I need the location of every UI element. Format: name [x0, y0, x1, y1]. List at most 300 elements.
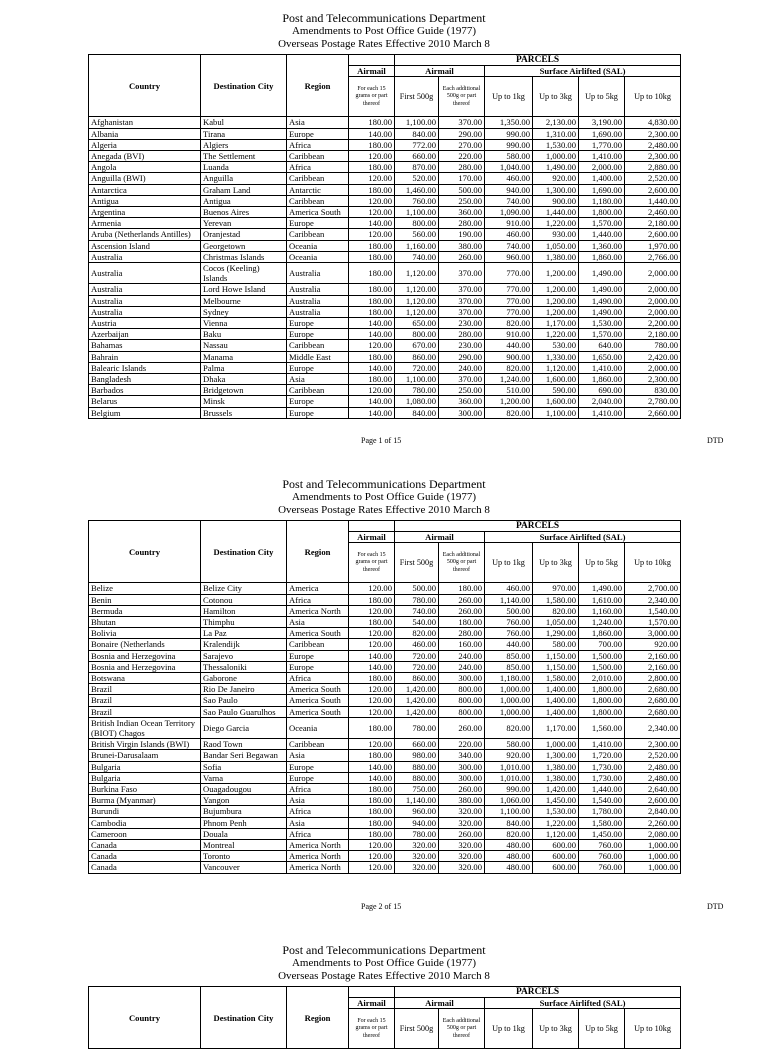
col-up-to-3kg-header: Up to 3kg [533, 1009, 579, 1049]
destination-city-cell: The Settlement [201, 151, 287, 162]
up-to-3kg-cell: 600.00 [533, 862, 579, 873]
each-additional-cell: 320.00 [439, 840, 485, 851]
table-row [89, 661, 681, 672]
airmail-15g-cell: 180.00 [349, 750, 395, 761]
each-additional-cell: 300.00 [439, 407, 485, 418]
table-body [89, 117, 681, 418]
up-to-10kg-cell: 780.00 [625, 340, 681, 351]
table-row [89, 628, 681, 639]
destination-city-cell: Buenos Aires [201, 207, 287, 218]
destination-city-cell: Vienna [201, 318, 287, 329]
footer-code: DTD [707, 902, 724, 911]
each-additional-cell: 370.00 [439, 117, 485, 128]
destination-city-cell: Baku [201, 329, 287, 340]
first-500g-cell: 960.00 [395, 806, 439, 817]
destination-city-cell: Cocos (Keeling) Islands [201, 263, 287, 284]
up-to-10kg-cell: 2,600.00 [625, 184, 681, 195]
each-additional-cell: 370.00 [439, 284, 485, 295]
up-to-5kg-cell: 1,490.00 [579, 284, 625, 295]
each-additional-cell: 370.00 [439, 306, 485, 317]
up-to-1kg-cell: 510.00 [485, 385, 533, 396]
page-header [0, 12, 768, 51]
each-additional-cell: 320.00 [439, 806, 485, 817]
each-additional-cell: 160.00 [439, 639, 485, 650]
airmail-15g-cell: 120.00 [349, 706, 395, 717]
up-to-10kg-cell: 2,160.00 [625, 661, 681, 672]
up-to-1kg-cell: 920.00 [485, 750, 533, 761]
up-to-1kg-cell: 940.00 [485, 184, 533, 195]
destination-city-cell: Bridgetown [201, 385, 287, 396]
first-500g-cell: 1,420.00 [395, 695, 439, 706]
airmail-15g-cell: 120.00 [349, 151, 395, 162]
table-row [89, 396, 681, 407]
up-to-5kg-cell: 760.00 [579, 862, 625, 873]
each-additional-cell: 360.00 [439, 396, 485, 407]
up-to-10kg-cell: 2,780.00 [625, 396, 681, 407]
header-spacer [349, 521, 395, 532]
region-cell: Europe [287, 128, 349, 139]
airmail-15g-cell: 120.00 [349, 385, 395, 396]
each-additional-cell: 320.00 [439, 817, 485, 828]
airmail-15g-cell: 180.00 [349, 673, 395, 684]
up-to-10kg-cell: 1,540.00 [625, 605, 681, 616]
airmail-15g-cell: 140.00 [349, 329, 395, 340]
table-row [89, 306, 681, 317]
table-row [89, 195, 681, 206]
each-additional-cell: 290.00 [439, 128, 485, 139]
col-up-to-5kg-header: Up to 5kg [579, 1009, 625, 1049]
table-row [89, 263, 681, 284]
up-to-5kg-cell: 1,800.00 [579, 706, 625, 717]
table-row [89, 750, 681, 761]
up-to-5kg-cell: 1,860.00 [579, 374, 625, 385]
each-additional-cell: 280.00 [439, 628, 485, 639]
page-1 [0, 12, 768, 51]
table-header [89, 55, 681, 117]
up-to-3kg-cell: 1,150.00 [533, 661, 579, 672]
up-to-3kg-cell: 580.00 [533, 639, 579, 650]
up-to-10kg-cell: 1,570.00 [625, 617, 681, 628]
airmail-15g-cell: 120.00 [349, 862, 395, 873]
country-cell: Belarus [89, 396, 201, 407]
up-to-10kg-cell: 2,680.00 [625, 695, 681, 706]
destination-city-cell: Gaborone [201, 673, 287, 684]
up-to-1kg-cell: 460.00 [485, 173, 533, 184]
first-500g-cell: 320.00 [395, 862, 439, 873]
country-cell: Benin [89, 594, 201, 605]
up-to-3kg-cell: 1,600.00 [533, 396, 579, 407]
region-cell: Europe [287, 396, 349, 407]
up-to-3kg-cell: 920.00 [533, 173, 579, 184]
up-to-5kg-cell: 1,690.00 [579, 184, 625, 195]
first-500g-cell: 650.00 [395, 318, 439, 329]
up-to-1kg-cell: 440.00 [485, 639, 533, 650]
airmail-15g-cell: 180.00 [349, 295, 395, 306]
department-title: Post and Telecommunications Department [282, 11, 486, 25]
first-500g-cell: 980.00 [395, 750, 439, 761]
each-additional-cell: 260.00 [439, 605, 485, 616]
up-to-1kg-cell: 850.00 [485, 661, 533, 672]
table-row [89, 128, 681, 139]
col-country-header: Country [89, 987, 201, 1049]
table-row [89, 806, 681, 817]
airmail-15g-cell: 140.00 [349, 318, 395, 329]
up-to-1kg-cell: 460.00 [485, 229, 533, 240]
country-cell: Bangladesh [89, 374, 201, 385]
table-row [89, 207, 681, 218]
region-cell: America North [287, 862, 349, 873]
up-to-1kg-cell: 990.00 [485, 128, 533, 139]
region-cell: America South [287, 207, 349, 218]
each-additional-cell: 300.00 [439, 772, 485, 783]
country-cell: Belize [89, 583, 201, 594]
airmail-letters-header: Airmail [349, 66, 395, 77]
table-row [89, 840, 681, 851]
airmail-15g-cell: 180.00 [349, 162, 395, 173]
first-500g-cell: 1,120.00 [395, 295, 439, 306]
up-to-5kg-cell: 1,800.00 [579, 695, 625, 706]
up-to-1kg-cell: 820.00 [485, 407, 533, 418]
up-to-5kg-cell: 1,570.00 [579, 218, 625, 229]
first-500g-cell: 1,420.00 [395, 706, 439, 717]
up-to-1kg-cell: 1,010.00 [485, 772, 533, 783]
up-to-5kg-cell: 1,570.00 [579, 329, 625, 340]
airmail-15g-cell: 140.00 [349, 128, 395, 139]
each-additional-cell: 380.00 [439, 795, 485, 806]
up-to-5kg-cell: 1,440.00 [579, 229, 625, 240]
up-to-5kg-cell: 1,160.00 [579, 605, 625, 616]
airmail-15g-cell: 120.00 [349, 684, 395, 695]
first-500g-cell: 772.00 [395, 139, 439, 150]
airmail-15g-cell: 180.00 [349, 784, 395, 795]
each-additional-cell: 180.00 [439, 583, 485, 594]
col-region-header: Region [287, 55, 349, 117]
each-additional-cell: 280.00 [439, 162, 485, 173]
col-country-header: Country [89, 55, 201, 117]
up-to-10kg-cell: 1,000.00 [625, 862, 681, 873]
country-cell: Canada [89, 851, 201, 862]
table-row [89, 251, 681, 262]
region-cell: America South [287, 628, 349, 639]
up-to-1kg-cell: 1,240.00 [485, 374, 533, 385]
country-cell: Bahamas [89, 340, 201, 351]
first-500g-cell: 1,140.00 [395, 795, 439, 806]
up-to-3kg-cell: 1,530.00 [533, 806, 579, 817]
destination-city-cell: Sydney [201, 306, 287, 317]
up-to-3kg-cell: 1,120.00 [533, 828, 579, 839]
each-additional-cell: 260.00 [439, 594, 485, 605]
table-row [89, 851, 681, 862]
first-500g-cell: 540.00 [395, 617, 439, 628]
up-to-5kg-cell: 1,580.00 [579, 817, 625, 828]
airmail-15g-cell: 120.00 [349, 605, 395, 616]
destination-city-cell: Algiers [201, 139, 287, 150]
page-header [0, 478, 768, 517]
up-to-3kg-cell: 1,400.00 [533, 695, 579, 706]
up-to-3kg-cell: 1,000.00 [533, 151, 579, 162]
country-cell: Azerbaijan [89, 329, 201, 340]
airmail-15g-cell: 120.00 [349, 207, 395, 218]
up-to-5kg-cell: 1,800.00 [579, 207, 625, 218]
country-cell: Burkina Faso [89, 784, 201, 795]
up-to-3kg-cell: 1,600.00 [533, 374, 579, 385]
up-to-1kg-cell: 960.00 [485, 251, 533, 262]
region-cell: Australia [287, 263, 349, 284]
up-to-5kg-cell: 1,490.00 [579, 306, 625, 317]
col-up-to-1kg-header: Up to 1kg [485, 1009, 533, 1049]
first-500g-cell: 780.00 [395, 828, 439, 839]
first-500g-cell: 1,120.00 [395, 284, 439, 295]
airmail-15g-cell: 120.00 [349, 173, 395, 184]
region-cell: Africa [287, 784, 349, 795]
parcels-header: PARCELS [395, 521, 681, 532]
airmail-15g-cell: 180.00 [349, 795, 395, 806]
up-to-5kg-cell: 1,490.00 [579, 263, 625, 284]
airmail-15g-cell: 180.00 [349, 351, 395, 362]
up-to-10kg-cell: 2,700.00 [625, 583, 681, 594]
airmail-15g-cell: 120.00 [349, 840, 395, 851]
table-row [89, 340, 681, 351]
region-cell: Europe [287, 661, 349, 672]
footer-code: DTD [707, 436, 724, 445]
region-cell: Africa [287, 828, 349, 839]
up-to-10kg-cell: 2,640.00 [625, 784, 681, 795]
col-each-additional-header: Each additional 500g or part thereof [439, 543, 485, 583]
region-cell: Europe [287, 407, 349, 418]
up-to-10kg-cell: 2,000.00 [625, 263, 681, 284]
region-cell: Caribbean [287, 229, 349, 240]
table-row [89, 761, 681, 772]
region-cell: Europe [287, 318, 349, 329]
country-cell: Canada [89, 862, 201, 873]
up-to-5kg-cell: 1,730.00 [579, 761, 625, 772]
destination-city-cell: La Paz [201, 628, 287, 639]
up-to-10kg-cell: 920.00 [625, 639, 681, 650]
table-row [89, 739, 681, 750]
airmail-15g-cell: 180.00 [349, 284, 395, 295]
country-cell: Antarctica [89, 184, 201, 195]
sal-header: Surface Airlifted (SAL) [485, 66, 681, 77]
up-to-5kg-cell: 760.00 [579, 851, 625, 862]
table-row [89, 318, 681, 329]
up-to-1kg-cell: 990.00 [485, 784, 533, 795]
up-to-1kg-cell: 1,000.00 [485, 695, 533, 706]
up-to-3kg-cell: 1,100.00 [533, 407, 579, 418]
each-additional-cell: 220.00 [439, 739, 485, 750]
up-to-1kg-cell: 1,100.00 [485, 806, 533, 817]
up-to-10kg-cell: 2,460.00 [625, 207, 681, 218]
table-row [89, 139, 681, 150]
first-500g-cell: 720.00 [395, 650, 439, 661]
parcels-header: PARCELS [395, 987, 681, 998]
up-to-1kg-cell: 480.00 [485, 862, 533, 873]
up-to-10kg-cell: 1,440.00 [625, 195, 681, 206]
airmail-15g-cell: 140.00 [349, 396, 395, 407]
country-cell: Barbados [89, 385, 201, 396]
parcels-header: PARCELS [395, 55, 681, 66]
destination-city-cell: Montreal [201, 840, 287, 851]
col-up-to-10kg-header: Up to 10kg [625, 77, 681, 117]
country-cell: Anegada (BVI) [89, 151, 201, 162]
region-cell: Caribbean [287, 340, 349, 351]
region-cell: Africa [287, 594, 349, 605]
up-to-3kg-cell: 1,200.00 [533, 295, 579, 306]
table-row [89, 329, 681, 340]
destination-city-cell: Diego Garcia [201, 717, 287, 738]
country-cell: Cambodia [89, 817, 201, 828]
first-500g-cell: 940.00 [395, 817, 439, 828]
each-additional-cell: 270.00 [439, 139, 485, 150]
airmail-15g-cell: 180.00 [349, 251, 395, 262]
airmail-15g-cell: 180.00 [349, 617, 395, 628]
country-cell: British Virgin Islands (BWI) [89, 739, 201, 750]
table-row [89, 605, 681, 616]
first-500g-cell: 840.00 [395, 407, 439, 418]
airmail-15g-cell: 120.00 [349, 340, 395, 351]
airmail-15g-cell: 140.00 [349, 218, 395, 229]
up-to-3kg-cell: 820.00 [533, 605, 579, 616]
first-500g-cell: 800.00 [395, 329, 439, 340]
table-row [89, 684, 681, 695]
up-to-5kg-cell: 1,560.00 [579, 717, 625, 738]
destination-city-cell: Thimphu [201, 617, 287, 628]
up-to-3kg-cell: 1,380.00 [533, 251, 579, 262]
destination-city-cell: Kralendijk [201, 639, 287, 650]
up-to-3kg-cell: 970.00 [533, 583, 579, 594]
region-cell: Caribbean [287, 173, 349, 184]
up-to-1kg-cell: 1,140.00 [485, 594, 533, 605]
up-to-1kg-cell: 1,000.00 [485, 684, 533, 695]
table-row [89, 772, 681, 783]
first-500g-cell: 1,160.00 [395, 240, 439, 251]
destination-city-cell: Bandar Seri Begawan [201, 750, 287, 761]
up-to-10kg-cell: 2,800.00 [625, 673, 681, 684]
page-header [0, 944, 768, 983]
country-cell: Burma (Myanmar) [89, 795, 201, 806]
country-cell: Bosnia and Herzegovina [89, 650, 201, 661]
col-first-500g-header: First 500g [395, 77, 439, 117]
country-cell: Antigua [89, 195, 201, 206]
first-500g-cell: 780.00 [395, 385, 439, 396]
first-500g-cell: 1,100.00 [395, 374, 439, 385]
airmail-15g-cell: 120.00 [349, 583, 395, 594]
up-to-10kg-cell: 830.00 [625, 385, 681, 396]
up-to-1kg-cell: 850.00 [485, 650, 533, 661]
up-to-5kg-cell: 1,360.00 [579, 240, 625, 251]
region-cell: Asia [287, 817, 349, 828]
up-to-5kg-cell: 640.00 [579, 340, 625, 351]
col-first-500g-header: First 500g [395, 1009, 439, 1049]
region-cell: America South [287, 695, 349, 706]
up-to-1kg-cell: 760.00 [485, 617, 533, 628]
country-cell: Australia [89, 251, 201, 262]
destination-city-cell: Yangon [201, 795, 287, 806]
col-region-header: Region [287, 521, 349, 583]
up-to-3kg-cell: 1,220.00 [533, 817, 579, 828]
country-cell: Bahrain [89, 351, 201, 362]
airmail-15g-cell: 180.00 [349, 184, 395, 195]
effective-date-title: Overseas Postage Rates Effective 2010 March 8 [278, 504, 490, 516]
each-additional-cell: 260.00 [439, 251, 485, 262]
destination-city-cell: Christmas Islands [201, 251, 287, 262]
rates-table [88, 54, 681, 419]
up-to-3kg-cell: 1,380.00 [533, 772, 579, 783]
country-cell: Bermuda [89, 605, 201, 616]
up-to-3kg-cell: 1,450.00 [533, 795, 579, 806]
region-cell: Europe [287, 218, 349, 229]
up-to-1kg-cell: 990.00 [485, 139, 533, 150]
airmail-15g-cell: 180.00 [349, 117, 395, 128]
sal-header: Surface Airlifted (SAL) [485, 998, 681, 1009]
destination-city-cell: Nassau [201, 340, 287, 351]
region-cell: America North [287, 840, 349, 851]
region-cell: Asia [287, 795, 349, 806]
up-to-5kg-cell: 700.00 [579, 639, 625, 650]
up-to-3kg-cell: 1,310.00 [533, 128, 579, 139]
up-to-1kg-cell: 820.00 [485, 717, 533, 738]
airmail-letters-header: Airmail [349, 532, 395, 543]
country-cell: Cameroon [89, 828, 201, 839]
up-to-5kg-cell: 2,040.00 [579, 396, 625, 407]
up-to-10kg-cell: 2,600.00 [625, 229, 681, 240]
table-row [89, 374, 681, 385]
table-row [89, 362, 681, 373]
department-title: Post and Telecommunications Department [282, 477, 486, 491]
first-500g-cell: 670.00 [395, 340, 439, 351]
up-to-5kg-cell: 2,010.00 [579, 673, 625, 684]
up-to-5kg-cell: 1,530.00 [579, 318, 625, 329]
region-cell: Oceania [287, 717, 349, 738]
up-to-1kg-cell: 460.00 [485, 583, 533, 594]
up-to-5kg-cell: 2,000.00 [579, 162, 625, 173]
up-to-1kg-cell: 1,040.00 [485, 162, 533, 173]
country-cell: Canada [89, 840, 201, 851]
col-region-header: Region [287, 987, 349, 1049]
destination-city-cell: Kabul [201, 117, 287, 128]
up-to-1kg-cell: 760.00 [485, 628, 533, 639]
country-cell: Argentina [89, 207, 201, 218]
first-500g-cell: 880.00 [395, 761, 439, 772]
up-to-5kg-cell: 1,540.00 [579, 795, 625, 806]
up-to-3kg-cell: 1,220.00 [533, 329, 579, 340]
each-additional-cell: 340.00 [439, 750, 485, 761]
up-to-3kg-cell: 1,200.00 [533, 284, 579, 295]
country-cell: Bonaire (Netherlands [89, 639, 201, 650]
first-500g-cell: 320.00 [395, 840, 439, 851]
up-to-5kg-cell: 1,490.00 [579, 583, 625, 594]
table-row [89, 407, 681, 418]
airmail-parcels-header: Airmail [395, 66, 485, 77]
up-to-5kg-cell: 1,650.00 [579, 351, 625, 362]
destination-city-cell: Raod Town [201, 739, 287, 750]
table-row [89, 240, 681, 251]
destination-city-cell: Manama [201, 351, 287, 362]
up-to-10kg-cell: 2,200.00 [625, 318, 681, 329]
up-to-5kg-cell: 1,720.00 [579, 750, 625, 761]
up-to-1kg-cell: 580.00 [485, 739, 533, 750]
region-cell: Oceania [287, 240, 349, 251]
up-to-5kg-cell: 1,410.00 [579, 151, 625, 162]
up-to-1kg-cell: 770.00 [485, 284, 533, 295]
country-cell: Botswana [89, 673, 201, 684]
up-to-10kg-cell: 2,480.00 [625, 139, 681, 150]
up-to-3kg-cell: 2,130.00 [533, 117, 579, 128]
page-number: Page 2 of 15 [361, 902, 402, 911]
up-to-3kg-cell: 900.00 [533, 195, 579, 206]
up-to-10kg-cell: 2,300.00 [625, 128, 681, 139]
region-cell: America [287, 583, 349, 594]
country-cell: Bulgaria [89, 772, 201, 783]
